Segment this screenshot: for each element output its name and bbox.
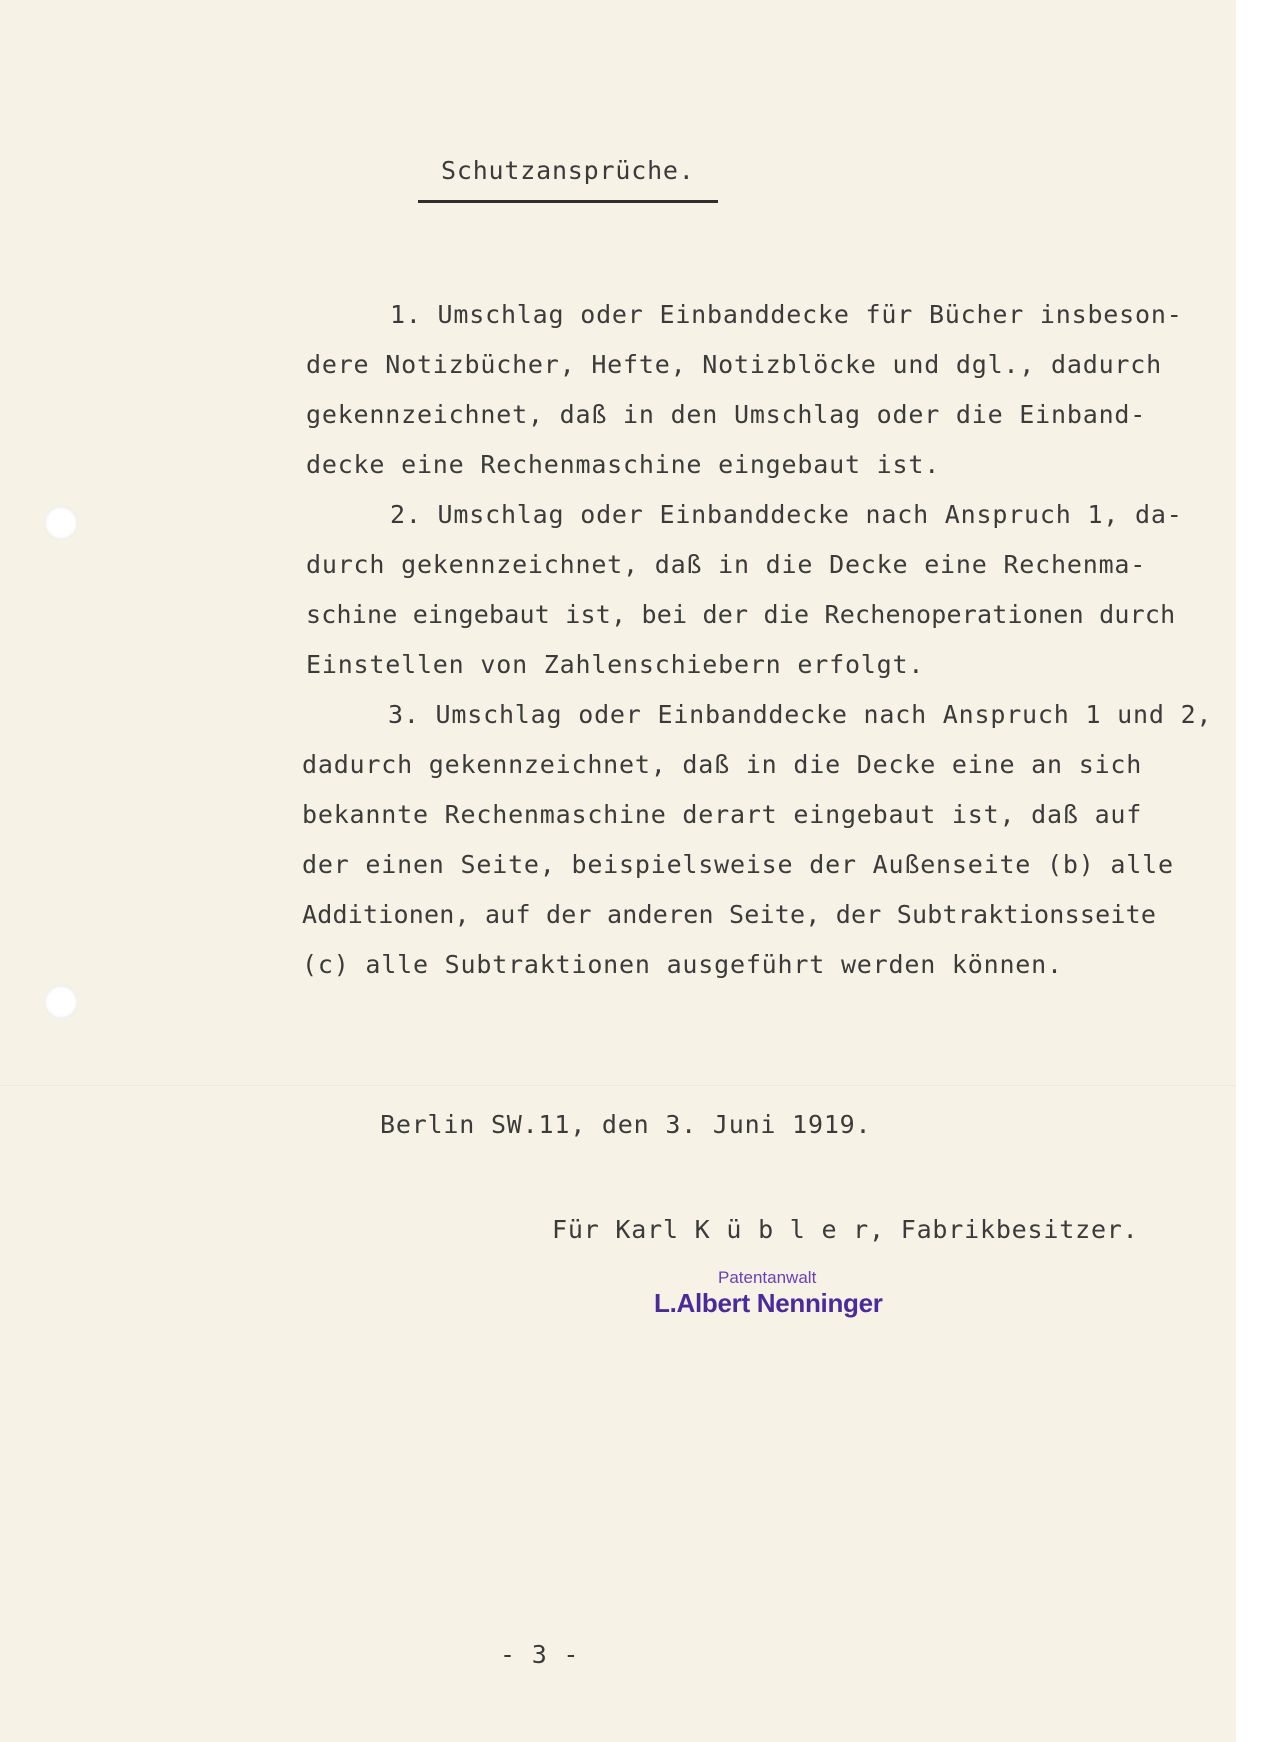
stamp-label: Patentanwalt	[718, 1268, 817, 1287]
place-date: Berlin SW.11, den 3. Juni 1919.	[380, 1110, 872, 1139]
claim-3-line-3: bekannte Rechenmaschine derart eingebaut ist, daß auf	[302, 800, 1143, 829]
claim-3-line-5: Additionen, auf der anderen Seite, der Subtraktionsseite	[302, 900, 1157, 929]
stamp-name: L.Albert Nenninger	[654, 1288, 883, 1318]
document-title: Schutzansprüche.	[441, 156, 695, 185]
claim-2-line-2: durch gekennzeichnet, daß in die Decke eine Rechenma-	[306, 550, 1147, 579]
claim-2-line-4: Einstellen von Zahlenschiebern erfolgt.	[306, 650, 925, 679]
claim-3-line-1: 3. Umschlag oder Einbanddecke nach Anspruch 1 und 2,	[388, 700, 1213, 729]
claim-3-line-4: der einen Seite, beispielsweise der Außenseite (b) alle	[302, 850, 1174, 879]
claim-3-line-2: dadurch gekennzeichnet, daß in die Decke eine an sich	[302, 750, 1143, 779]
claim-1-line-2: dere Notizbücher, Hefte, Notizblöcke und dgl., dadurch	[306, 350, 1162, 379]
signature-line: Für Karl K ü b l e r, Fabrikbesitzer.	[552, 1215, 1139, 1244]
punch-hole	[44, 506, 78, 540]
claim-1-line-3: gekennzeichnet, daß in den Umschlag oder die Einband-	[306, 400, 1147, 429]
claim-1-line-4: decke eine Rechenmaschine eingebaut ist.	[306, 450, 941, 479]
title-underline	[418, 200, 718, 203]
claim-1-line-1: 1. Umschlag oder Einbanddecke für Bücher insbeson-	[390, 300, 1183, 329]
page-number: - 3 -	[500, 1640, 580, 1669]
claim-3-line-6: (c) alle Subtraktionen ausgeführt werden können.	[302, 950, 1063, 979]
fold-line	[0, 1085, 1236, 1086]
claim-2-line-3: schine eingebaut ist, bei der die Rechenoperationen durch	[306, 600, 1176, 629]
claim-2-line-1: 2. Umschlag oder Einbanddecke nach Anspruch 1, da-	[390, 500, 1183, 529]
punch-hole	[44, 985, 78, 1019]
